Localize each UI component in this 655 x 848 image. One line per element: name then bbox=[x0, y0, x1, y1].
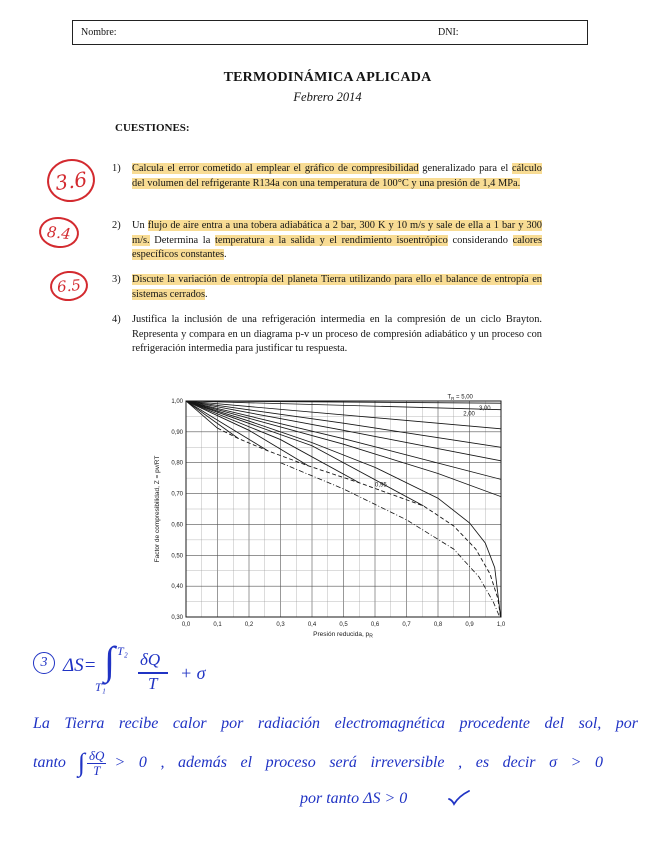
y-tick-label: 0,90 bbox=[171, 429, 183, 436]
question-4 bbox=[112, 313, 544, 357]
entropy-change-lhs: ΔS= bbox=[63, 655, 97, 676]
y-axis-label: Factor de compresibilidad, Z = pv/RT bbox=[154, 455, 161, 563]
x-axis-label-text: Presión reducida, p bbox=[313, 631, 370, 638]
y-tick-label: 0,60 bbox=[171, 522, 183, 529]
x-tick-label: 1,0 bbox=[496, 622, 506, 628]
grade-mark-2: 8.4 bbox=[37, 215, 80, 250]
y-tick-label: 0,40 bbox=[171, 584, 183, 591]
question-text-segment: Un bbox=[132, 220, 148, 231]
isotherm-symbol-subscript: R bbox=[451, 396, 455, 401]
question-1 bbox=[112, 162, 544, 191]
fraction-denominator: T bbox=[93, 762, 101, 778]
y-tick-label: 1,00 bbox=[171, 399, 183, 405]
x-tick-label: 0,9 bbox=[465, 622, 474, 628]
y-tick-label: 0,30 bbox=[171, 615, 183, 621]
question-number: 3) bbox=[112, 274, 121, 285]
y-tick-label: 0,70 bbox=[171, 491, 183, 498]
highlighted-text: Discute la variación de entropía del planeta Tierra utilizando para ello el balance de entropía en sistemas cerrados bbox=[132, 274, 542, 300]
isotherm-label: 0,95 bbox=[375, 482, 387, 489]
x-tick-label: 0,3 bbox=[276, 622, 285, 628]
x-axis-label bbox=[313, 631, 373, 640]
question-text-segment: considerando bbox=[447, 234, 513, 246]
highlighted-text: Calcula el error cometido al emplear el gráfico de compresibilidad bbox=[132, 163, 419, 174]
integral-sign: ∫ bbox=[104, 638, 115, 683]
question-text-segment: . bbox=[205, 288, 208, 300]
question-text-segment: Justifica la inclusión de una refrigeración intermedia en la compresión de un ciclo Brayton. Representa y compara en un diagrama p-v un proceso de compresión adiabático y un proceso con refrigeración intermedia para justificar tu respuesta. bbox=[132, 314, 542, 354]
x-tick-label: 0,0 bbox=[181, 622, 191, 628]
question-4-text bbox=[132, 313, 542, 357]
compressibility-chart bbox=[150, 385, 520, 643]
isotherm-line bbox=[186, 401, 239, 439]
y-tick-label: 0,50 bbox=[171, 553, 183, 560]
fraction-denominator: T bbox=[148, 674, 158, 693]
integral-lower-limit: T₁ bbox=[95, 680, 106, 694]
question-text-segment: generalizado para el bbox=[418, 163, 512, 174]
isotherm-equals: = bbox=[454, 394, 462, 401]
highlighted-text: flujo de aire entra a una tobera adiabática a 2 bar, 300 K y 10 m/s y sale de ella a 1 bar y 300 m/s. bbox=[132, 220, 542, 246]
chart-grid bbox=[186, 401, 501, 617]
grade-mark-1: 3.6 bbox=[44, 156, 98, 205]
question-3 bbox=[112, 273, 544, 302]
isotherm-line bbox=[186, 401, 308, 466]
isotherm-line bbox=[186, 401, 424, 506]
question-3-text bbox=[132, 273, 542, 302]
isotherm-label: 3,00 bbox=[478, 406, 491, 413]
question-number: 2) bbox=[112, 220, 121, 231]
x-tick-label: 0,4 bbox=[307, 622, 317, 628]
question-1-text bbox=[132, 162, 542, 191]
answer-line-1: La Tierra recibe calor por radiación electromagnética procedente del sol, por bbox=[33, 715, 638, 732]
isotherm-label bbox=[447, 395, 473, 402]
integral-upper-limit: T₂ bbox=[117, 644, 128, 658]
integral-sign: ∫ bbox=[77, 748, 86, 777]
isotherm-symbol: T bbox=[447, 394, 452, 401]
question-number: 1) bbox=[112, 163, 121, 174]
answer-number-circle: 3 bbox=[33, 652, 55, 674]
section-heading: CUESTIONES: bbox=[115, 122, 190, 134]
highlighted-text: calores específicos constantes bbox=[132, 234, 542, 260]
fraction-numerator: δQ bbox=[140, 650, 161, 669]
question-2 bbox=[112, 219, 544, 263]
entropy-generation-term: + σ bbox=[180, 663, 206, 683]
fraction-numerator: δQ bbox=[89, 747, 105, 763]
answer-line-2-rest: > 0 , además el proceso será irreversible , es decir σ > 0 bbox=[114, 754, 603, 771]
question-text-segment: . bbox=[224, 249, 227, 260]
x-tick-label: 0,2 bbox=[244, 622, 254, 628]
question-text-segment: Determina la bbox=[149, 234, 215, 246]
grade-mark-3: 6.5 bbox=[49, 269, 89, 302]
dni-label: DNI: bbox=[438, 27, 459, 38]
name-label: Nombre: bbox=[81, 27, 117, 38]
x-tick-label: 0,7 bbox=[402, 622, 411, 628]
answer-line-2-start: tanto bbox=[33, 754, 66, 771]
student-info-box bbox=[72, 20, 588, 45]
isotherm-value: 5,00 bbox=[461, 394, 473, 401]
question-2-text bbox=[132, 219, 542, 263]
exam-date: Febrero 2014 bbox=[293, 90, 362, 104]
highlighted-text: cálculo del volumen del refrigerante R134a con una temperatura de 100°C y una presión de 1,4 MPa. bbox=[132, 163, 542, 189]
x-tick-label: 0,1 bbox=[213, 622, 222, 628]
x-axis-label-subscript: R bbox=[369, 633, 373, 640]
isotherm-label: 2,00 bbox=[463, 411, 475, 418]
y-tick-label: 0,80 bbox=[171, 460, 183, 467]
x-tick-label: 0,5 bbox=[339, 622, 348, 628]
answer-conclusion: por tanto ΔS > 0 bbox=[300, 790, 408, 807]
exam-title: TERMODINÁMICA APLICADA bbox=[223, 70, 432, 85]
answer-line-2 bbox=[33, 748, 603, 778]
x-tick-label: 0,8 bbox=[433, 622, 443, 628]
question-number: 4) bbox=[112, 314, 121, 325]
check-mark-icon bbox=[448, 790, 470, 806]
highlighted-text: temperatura a la salida y el rendimiento isoentrópico bbox=[214, 234, 448, 246]
heat-over-temperature-fraction bbox=[87, 749, 106, 778]
x-tick-label: 0,6 bbox=[370, 622, 380, 628]
